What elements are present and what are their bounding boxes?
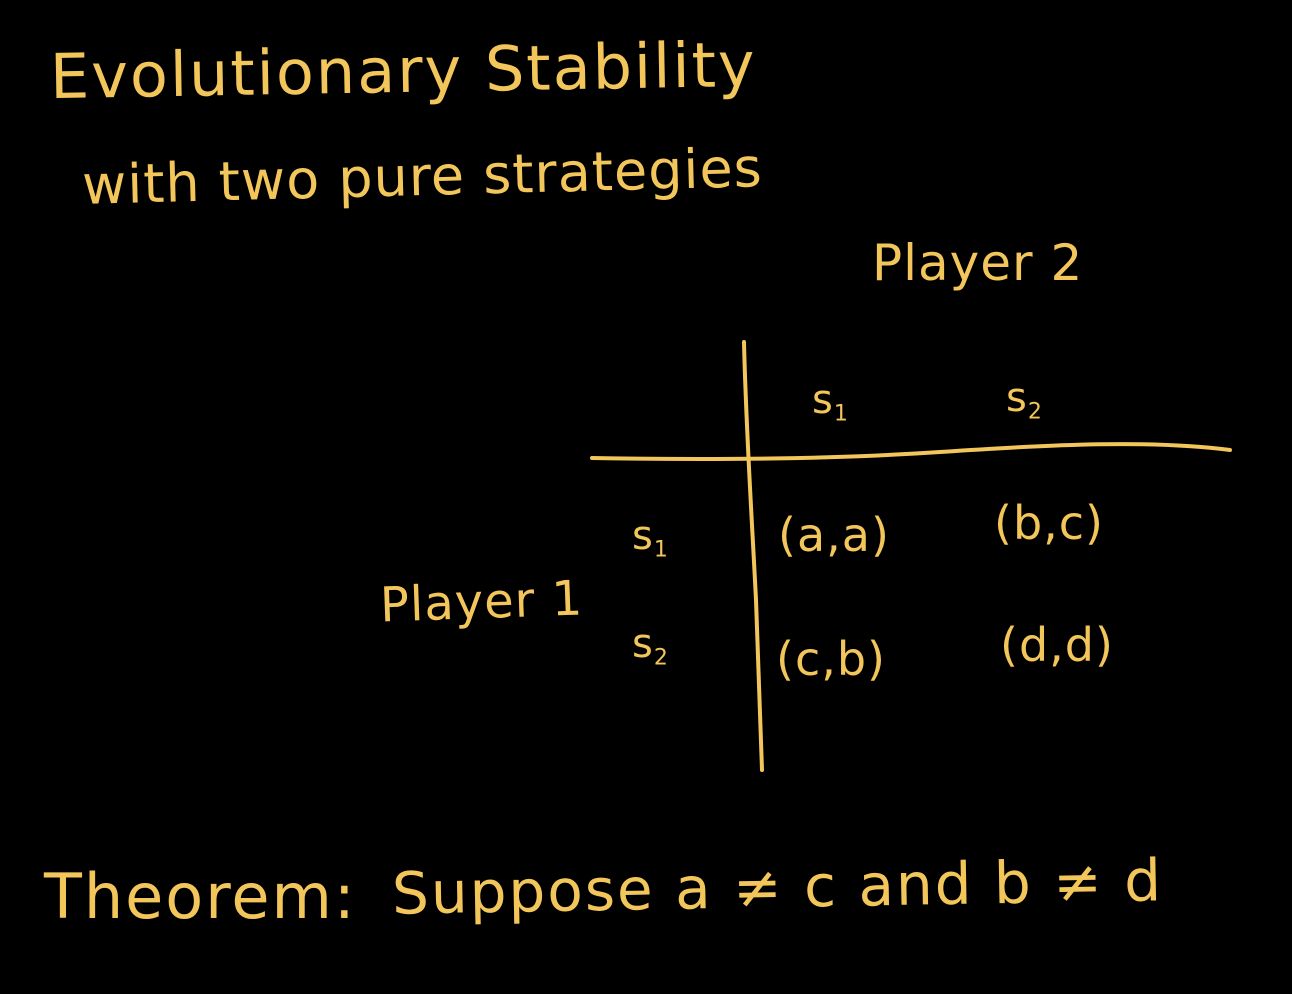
theorem-label: Theorem: [44,860,357,933]
strategy-index: 1 [833,401,849,427]
strategy-letter: s [812,377,834,423]
strategy-letter: s [1006,375,1028,421]
row-strategy-s1 [632,513,669,563]
strategy-letter: s [632,513,654,559]
strategy-index: 1 [653,537,669,563]
slide-title-line-2: with two pure strategies [81,136,764,217]
payoff-cell-s1-s1: (a,a) [778,508,890,562]
table-horizontal-line [592,444,1230,459]
strategy-index: 2 [1027,399,1043,425]
strategy-index: 2 [653,645,669,671]
row-player-label: Player 1 [379,570,585,634]
payoff-cell-s2-s1: (c,b) [776,632,887,686]
column-strategy-s1 [812,377,849,427]
slide-title-line-1: Evolutionary Stability [49,27,758,114]
column-player-label: Player 2 [872,234,1084,292]
theorem-statement: Suppose a ≠ c and b ≠ d [391,846,1164,928]
row-strategy-s2 [632,621,669,671]
strategy-letter: s [632,621,654,667]
column-strategy-s2 [1006,375,1043,425]
table-vertical-line [744,342,762,770]
payoff-cell-s2-s2: (d,d) [1000,618,1114,672]
payoff-cell-s1-s2: (b,c) [994,496,1105,550]
